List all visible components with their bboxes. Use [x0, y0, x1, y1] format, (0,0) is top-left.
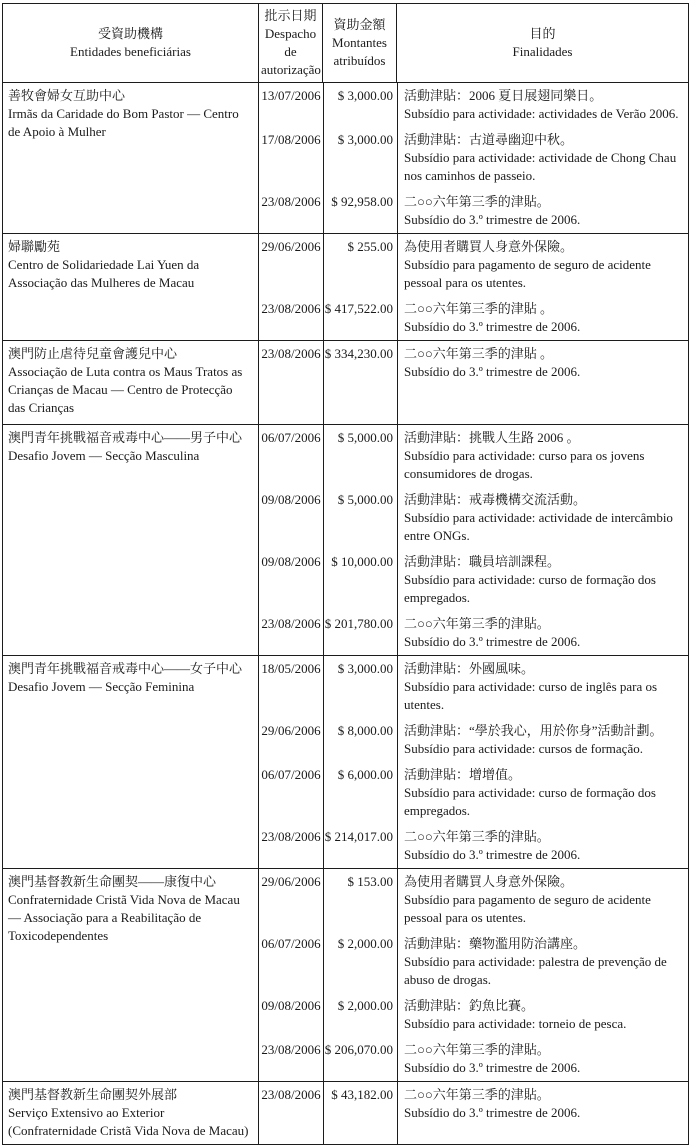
purpose-cell [397, 718, 688, 762]
purpose-line: 活動津貼：增增值。 [404, 767, 522, 782]
table-header [3, 4, 688, 83]
purpose-line: 活動津貼：職員培訓課程。 [404, 554, 561, 569]
amount-cell: $ 92,958.00 [323, 189, 397, 233]
purpose-line: 二○○六年第三季的津貼 。 [404, 301, 553, 316]
header-amount [323, 4, 397, 82]
entity-name-pt: Associação de Luta contra os Maus Tratos as Crianças de Macau — Centro de Protecção das Crianças [8, 364, 243, 415]
entity-cell [3, 234, 259, 340]
purpose-line: Subsídio do 3.º trimestre de 2006. [404, 1105, 581, 1120]
entity-name-zh: 澳門青年挑戰福音戒毒中心——女子中心 [8, 661, 243, 676]
header-amount-pt-line2: atribuídos [333, 53, 386, 68]
entry-list [259, 656, 688, 868]
entity-cell [3, 341, 259, 424]
amount-cell: $ 417,522.00 [323, 296, 397, 340]
entry-list [259, 234, 688, 340]
entity-name-zh: 澳門基督教新生命團契——康復中心 [8, 874, 217, 889]
purpose-cell [397, 127, 688, 189]
purpose-line: 活動津貼：藥物濫用防治講座。 [404, 936, 587, 951]
table-row [3, 341, 688, 425]
purpose-line: 二○○六年第三季的津貼。 [404, 194, 550, 209]
entity-name-zh: 澳門青年挑戰福音戒毒中心——男子中心 [8, 430, 243, 445]
date-cell: 29/06/2006 [261, 723, 321, 738]
entity-name-pt: Centro de Solidariedade Lai Yuen da Associação das Mulheres de Macau [8, 257, 200, 290]
date-cell: 23/08/2006 [261, 1042, 321, 1057]
amount-cell: $ 6,000.00 [323, 762, 397, 824]
entity-cell [3, 83, 259, 233]
entry-list [259, 425, 688, 655]
entry-list [259, 341, 688, 424]
entity-name-pt: Serviço Extensivo ao Exterior (Confraternidade Cristã Vida Nova de Macau) [8, 1105, 249, 1138]
purpose-line: Subsídio para actividade: curso para os jovens consumidores de drogas. [404, 448, 645, 481]
header-date-zh: 批示日期 [264, 8, 317, 23]
subsidy-entry [259, 341, 688, 424]
purpose-cell [397, 189, 688, 233]
header-date [259, 4, 323, 82]
amount-cell: $ 255.00 [323, 234, 397, 296]
amount-cell: $ 3,000.00 [323, 127, 397, 189]
amount-cell: $ 334,230.00 [323, 341, 397, 424]
amount-cell: $ 5,000.00 [323, 425, 397, 487]
date-cell: 09/08/2006 [261, 554, 321, 569]
purpose-line: 活動津貼：外國風味。 [404, 661, 535, 676]
subsidy-entry [259, 869, 688, 931]
date-cell: 23/08/2006 [261, 829, 321, 844]
subsidy-entry [259, 718, 688, 762]
subsidy-entry [259, 127, 688, 189]
table-row [3, 425, 688, 656]
date-cell: 23/08/2006 [261, 301, 321, 316]
amount-cell: $ 153.00 [323, 869, 397, 931]
entity-cell [3, 869, 259, 1081]
purpose-cell [397, 83, 688, 127]
table-row [3, 656, 688, 869]
subsidy-entry [259, 656, 688, 718]
purpose-line: Subsídio do 3.º trimestre de 2006. [404, 319, 581, 334]
header-purpose-pt: Finalidades [512, 44, 573, 59]
purpose-line: 活動津貼：古道尋幽迎中秋。 [404, 132, 574, 147]
date-cell: 17/08/2006 [261, 132, 321, 147]
header-purpose-zh: 目的 [529, 26, 556, 41]
purpose-cell [397, 1082, 688, 1144]
date-cell: 29/06/2006 [261, 239, 321, 254]
purpose-cell [397, 487, 688, 549]
purpose-line: Subsídio para actividade: cursos de formação. [404, 741, 643, 756]
purpose-line: 活動津貼：釣魚比賽。 [404, 998, 535, 1013]
amount-cell: $ 214,017.00 [323, 824, 397, 868]
subsidy-entry [259, 1082, 688, 1144]
purpose-line: 二○○六年第三季的津貼。 [404, 829, 550, 844]
amount-cell: $ 43,182.00 [323, 1082, 397, 1144]
date-cell: 23/08/2006 [261, 1087, 321, 1102]
subsidy-entry [259, 931, 688, 993]
purpose-line: 二○○六年第三季的津貼。 [404, 616, 550, 631]
entity-name-pt: Confraternidade Cristã Vida Nova de Macau — Associação para a Reabilitação de Toxicodependentes [8, 892, 240, 943]
date-cell: 09/08/2006 [261, 998, 321, 1013]
table-row [3, 83, 688, 234]
purpose-cell [397, 234, 688, 296]
date-cell: 23/08/2006 [261, 616, 321, 631]
header-date-pt-line1: Despacho de [264, 26, 317, 59]
entity-name-pt: Desafio Jovem — Secção Masculina [8, 448, 200, 463]
entity-name-zh: 婦聯勵苑 [8, 239, 61, 254]
entry-list [259, 1082, 688, 1144]
table-row [3, 869, 688, 1082]
subsidy-entry [259, 824, 688, 868]
purpose-line: Subsídio do 3.º trimestre de 2006. [404, 364, 581, 379]
purpose-cell [397, 425, 688, 487]
date-cell: 06/07/2006 [261, 936, 321, 951]
header-entity-zh: 受資助機構 [97, 26, 163, 41]
purpose-line: Subsídio para pagamento de seguro de acidente pessoal para os utentes. [404, 257, 651, 290]
purpose-cell [397, 931, 688, 993]
subsidy-table [2, 3, 689, 1145]
date-cell: 09/08/2006 [261, 492, 321, 507]
entity-name-pt: Desafio Jovem — Secção Feminina [8, 679, 195, 694]
subsidy-entry [259, 83, 688, 127]
purpose-cell [397, 549, 688, 611]
subsidy-entry [259, 296, 688, 340]
table-row [3, 1082, 688, 1144]
purpose-line: Subsídio para actividade: torneio de pesca. [404, 1016, 627, 1031]
amount-cell: $ 10,000.00 [323, 549, 397, 611]
subsidy-entry [259, 189, 688, 233]
subsidy-entry [259, 487, 688, 549]
date-cell: 29/06/2006 [261, 874, 321, 889]
entity-name-zh: 澳門防止虐待兒童會護兒中心 [8, 346, 178, 361]
amount-cell: $ 2,000.00 [323, 993, 397, 1037]
header-date-pt-line2: autorização [261, 62, 321, 77]
purpose-cell [397, 869, 688, 931]
purpose-line: Subsídio para actividade: curso de formação dos empregados. [404, 785, 656, 818]
entity-name-zh: 澳門基督教新生命團契外展部 [8, 1087, 178, 1102]
amount-cell: $ 2,000.00 [323, 931, 397, 993]
date-cell: 23/08/2006 [261, 194, 321, 209]
purpose-line: 活動津貼：2006 夏日展翅同樂日。 [404, 88, 603, 103]
purpose-line: Subsídio para pagamento de seguro de acidente pessoal para os utentes. [404, 892, 651, 925]
amount-cell: $ 5,000.00 [323, 487, 397, 549]
amount-cell: $ 8,000.00 [323, 718, 397, 762]
purpose-line: 為使用者購買人身意外保險。 [404, 874, 574, 889]
amount-cell: $ 3,000.00 [323, 83, 397, 127]
purpose-cell [397, 296, 688, 340]
purpose-line: 活動津貼：“學於我心，用於你身”活動計劃。 [404, 723, 663, 738]
table-row [3, 234, 688, 341]
purpose-line: Subsídio para actividade: palestra de prevenção de abuso de drogas. [404, 954, 667, 987]
subsidy-entry [259, 762, 688, 824]
purpose-line: Subsídio para actividade: actividade de intercâmbio entre ONGs. [404, 510, 673, 543]
date-cell: 06/07/2006 [261, 767, 321, 782]
purpose-line: Subsídio para actividade: curso de inglês para os utentes. [404, 679, 658, 712]
subsidy-entry [259, 611, 688, 655]
purpose-cell [397, 611, 688, 655]
table-body [3, 83, 688, 1144]
entity-cell [3, 656, 259, 868]
purpose-line: 二○○六年第三季的津貼。 [404, 1042, 550, 1057]
subsidy-entry [259, 549, 688, 611]
purpose-line: Subsídio para actividade: curso de formação dos empregados. [404, 572, 656, 605]
purpose-line: 活動津貼：挑戰人生路 2006 。 [404, 430, 580, 445]
header-entity-pt: Entidades beneficiárias [70, 44, 191, 59]
amount-cell: $ 3,000.00 [323, 656, 397, 718]
entity-cell [3, 425, 259, 655]
subsidy-entry [259, 993, 688, 1037]
entity-name-zh: 善牧會婦女互助中心 [8, 88, 126, 103]
purpose-line: Subsídio do 3.º trimestre de 2006. [404, 1060, 581, 1075]
subsidy-entry [259, 234, 688, 296]
purpose-line: Subsídio para actividade: actividades de Verão 2006. [404, 106, 679, 121]
purpose-cell [397, 762, 688, 824]
subsidy-entry [259, 1037, 688, 1081]
purpose-line: Subsídio do 3.º trimestre de 2006. [404, 212, 581, 227]
purpose-cell [397, 1037, 688, 1081]
entry-list [259, 869, 688, 1081]
purpose-line: 二○○六年第三季的津貼。 [404, 1087, 550, 1102]
purpose-line: 二○○六年第三季的津貼 。 [404, 346, 553, 361]
date-cell: 18/05/2006 [261, 661, 321, 676]
purpose-line: Subsídio do 3.º trimestre de 2006. [404, 634, 581, 649]
amount-cell: $ 201,780.00 [323, 611, 397, 655]
purpose-cell [397, 656, 688, 718]
header-entity [3, 4, 259, 82]
header-amount-zh: 資助金額 [333, 17, 386, 32]
amount-cell: $ 206,070.00 [323, 1037, 397, 1081]
date-cell: 23/08/2006 [261, 346, 321, 361]
purpose-line: 為使用者購買人身意外保險。 [404, 239, 574, 254]
purpose-line: 活動津貼：戒毒機構交流活動。 [404, 492, 587, 507]
purpose-cell [397, 993, 688, 1037]
purpose-line: Subsídio do 3.º trimestre de 2006. [404, 847, 581, 862]
purpose-line: Subsídio para actividade: actividade de Chong Chau nos caminhos de passeio. [404, 150, 677, 183]
entity-cell [3, 1082, 259, 1144]
date-cell: 13/07/2006 [261, 88, 321, 103]
date-cell: 06/07/2006 [261, 430, 321, 445]
entry-list [259, 83, 688, 233]
purpose-cell [397, 824, 688, 868]
header-amount-pt-line1: Montantes [332, 35, 387, 50]
subsidy-entry [259, 425, 688, 487]
purpose-cell [397, 341, 688, 424]
header-purpose [397, 4, 688, 82]
entity-name-pt: Irmãs da Caridade do Bom Pastor — Centro de Apoio à Mulher [8, 106, 239, 139]
